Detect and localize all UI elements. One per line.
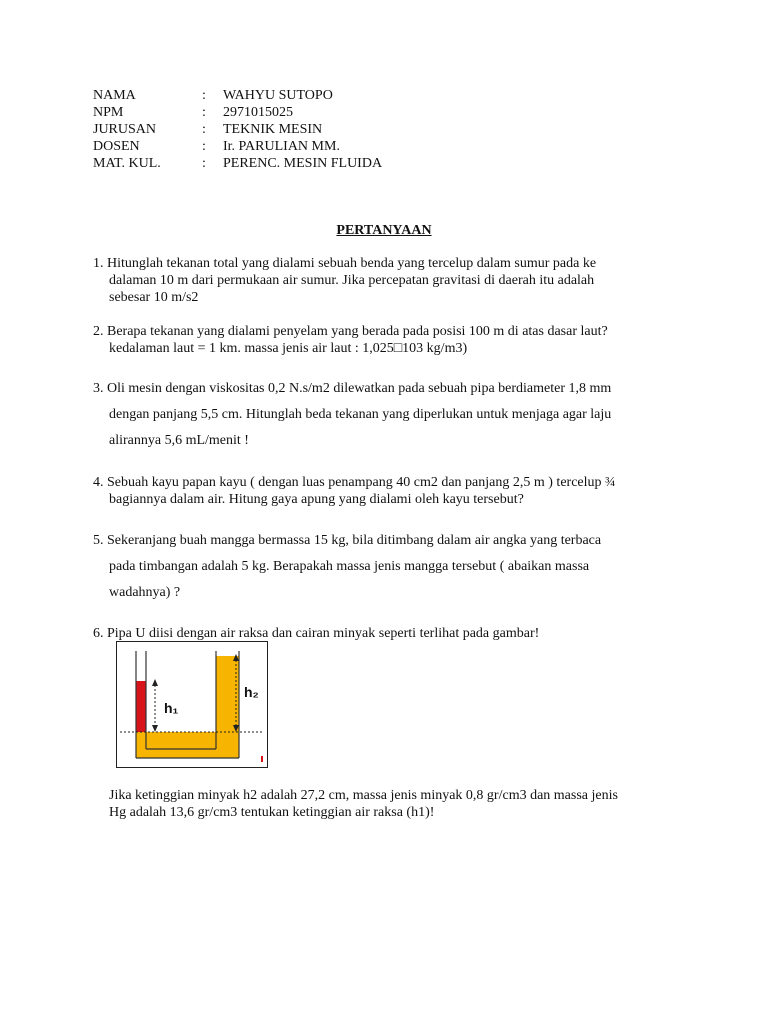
header-value: PERENC. MESIN FLUIDA (223, 156, 383, 171)
header-colon: : (202, 122, 206, 137)
u-tube-figure (116, 641, 268, 768)
question-line: 4. Sebuah kayu papan kayu ( dengan luas penampang 40 cm2 dan panjang 2,5 m ) tercelup ¾ (93, 475, 616, 490)
header-value: Ir. PARULIAN MM. (223, 139, 340, 154)
question-line: alirannya 5,6 mL/menit ! (109, 433, 249, 448)
question-6 (93, 625, 693, 642)
question-5 (93, 528, 693, 606)
question-line: 6. Pipa U diisi dengan air raksa dan cairan minyak seperti terlihat pada gambar! (93, 626, 540, 641)
header-label: JURUSAN (93, 122, 157, 137)
header-label: DOSEN (93, 139, 140, 154)
header-label: NAMA (93, 88, 136, 103)
question-line: 5. Sekeranjang buah mangga bermassa 15 kg, bila ditimbang dalam air angka yang terbaca (93, 533, 602, 548)
question-line: bagiannya dalam air. Hitung gaya apung yang dialami oleh kayu tersebut? (109, 492, 524, 507)
header-colon: : (202, 105, 206, 120)
question-line: dalaman 10 m dari permukaan air sumur. Jika percepatan gravitasi di daerah itu adalah (109, 273, 595, 288)
question-1 (93, 255, 693, 306)
question-6-continuation (109, 787, 618, 821)
question-line: 3. Oli mesin dengan viskositas 0,2 N.s/m2 dilewatkan pada sebuah pipa berdiameter 1,8 mm (93, 381, 612, 396)
question-line: pada timbangan adalah 5 kg. Berapakah massa jenis mangga tersebut ( abaikan massa (109, 559, 590, 574)
question-line: dengan panjang 5,5 cm. Hitunglah beda tekanan yang diperlukan untuk menjaga agar laju (109, 407, 612, 422)
question-line: kedalaman laut = 1 km. massa jenis air laut : 1,025□103 kg/m3) (109, 341, 468, 356)
mercury-column (136, 681, 146, 732)
h1-label: h₁ (164, 700, 179, 716)
question-line: sebesar 10 m/s2 (109, 290, 199, 305)
header-value: 2971015025 (223, 105, 293, 120)
oil-left-bottom (136, 732, 146, 758)
header-value: WAHYU SUTOPO (223, 88, 333, 103)
page-title: PERTANYAAN (336, 223, 432, 238)
header-colon: : (202, 139, 206, 154)
question-line: Hg adalah 13,6 gr/cm3 tentukan ketinggian air raksa (h1)! (109, 805, 435, 820)
question-line: 1. Hitunglah tekanan total yang dialami sebuah benda yang tercelup dalam sumur pada ke (93, 256, 597, 271)
question-line: 2. Berapa tekanan yang dialami penyelam yang berada pada posisi 100 m di atas dasar laut? (93, 324, 608, 339)
question-2 (93, 323, 693, 357)
corner-mark (261, 756, 263, 762)
header-label: NPM (93, 105, 124, 120)
header-label: MAT. KUL. (93, 156, 161, 171)
header-colon: : (202, 156, 206, 171)
question-line: wadahnya) ? (109, 585, 181, 600)
question-3 (93, 376, 693, 454)
h2-label: h₂ (244, 684, 259, 700)
header-colon: : (202, 88, 206, 103)
u-tube-diagram (116, 641, 268, 768)
question-line: Jika ketinggian minyak h2 adalah 27,2 cm, massa jenis minyak 0,8 gr/cm3 dan massa jenis (109, 788, 618, 803)
question-4 (93, 474, 693, 508)
header-value: TEKNIK MESIN (223, 122, 323, 137)
